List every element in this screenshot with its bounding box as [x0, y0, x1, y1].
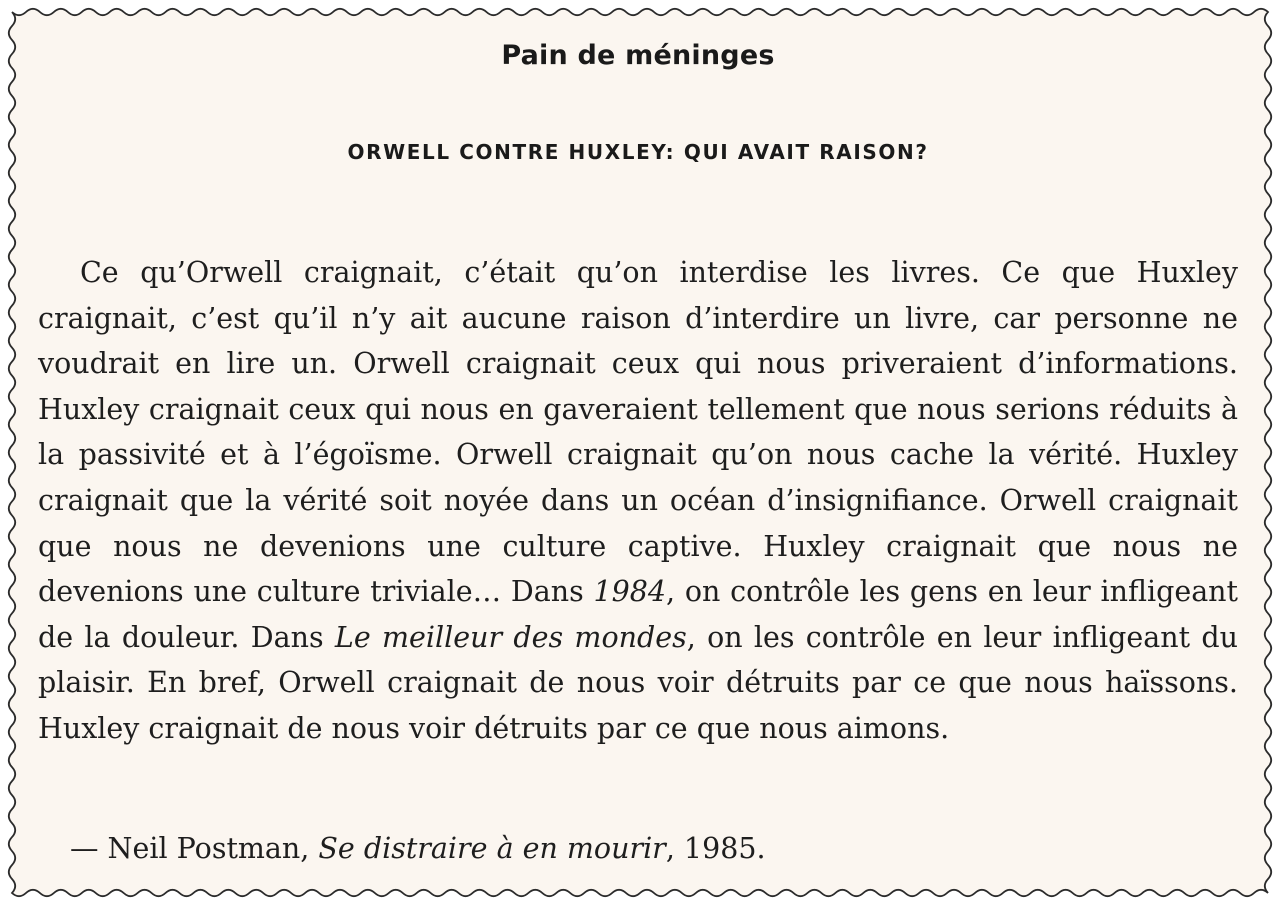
card-content	[38, 0, 1238, 915]
quote-text	[38, 250, 1238, 752]
quote-part-3: , on les contrôle en leur infligeant du plaisir. En bref, Orwell craignait de nous voir détruits par ce que nous haïssons. Huxley craignait de nous voir détruits par ce que nous aimons.	[38, 620, 1238, 745]
quote-part-1: Ce qu’Orwell craignait, c’était qu’on interdise les livres. Ce que Huxley craignait, c’est qu’il n’y ait aucune raison d’interdire un livre, car personne ne voudrait en lire un. Orwell craignait ceux qui nous priveraient d’informations. Huxley craignait ceux qui nous en gaveraient tellement que nous serions réduits à la passivité et à l’égoïsme. Orwell craignait qu’on nous cache la vérité. Huxley craignait que la vérité soit noyée dans un océan d’insignifiance. Orwell craignait que nous ne devenions une culture captive. Huxley craignait que nous ne devenions une culture triviale… Dans	[38, 256, 1238, 609]
book-title-1984: 1984	[593, 575, 667, 609]
attribution-suffix: , 1985.	[665, 832, 766, 865]
quote-paragraph	[38, 250, 1238, 752]
box-subtitle: ORWELL CONTRE HUXLEY: QUI AVAIT RAISON?	[347, 140, 929, 164]
quote-attribution	[70, 832, 766, 865]
box-title: Pain de méninges	[501, 40, 775, 71]
attribution-work: Se distraire à en mourir	[318, 832, 666, 865]
attribution-prefix: — Neil Postman,	[70, 832, 319, 865]
quote-part-2: , on contrôle les gens en leur infligeant de la douleur. Dans	[38, 575, 1238, 654]
book-title-brave-new-world: Le meilleur des mondes	[334, 620, 687, 654]
